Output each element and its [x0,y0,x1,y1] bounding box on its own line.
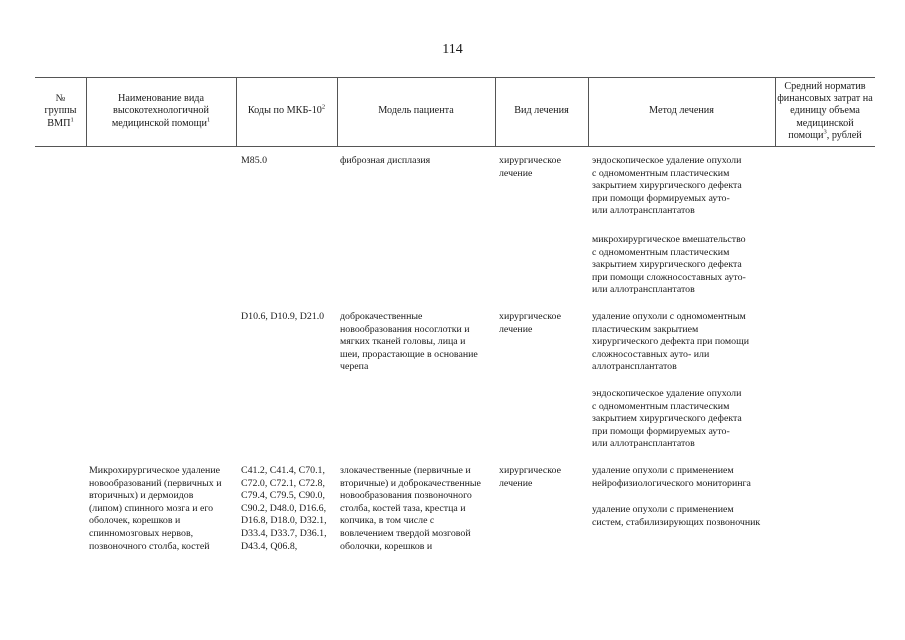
row3-treatment-type: хирургическое лечение [499,465,561,489]
row2-method-1: удаление опухоли с одномоментным пластическим закрытием хирургического дефекта при помощи сложносоставных ауто- или аллотрансплантатов [592,311,750,373]
row1-method-1: эндоскопическое удаление опухоли с одномоментным пластическим закрытием хирургического дефекта при помощи формируемых ауто- или аллотрансплантатов [592,155,742,217]
row3-method-2: удаление опухоли с применением систем, стабилизирующих позвоночник [592,504,761,528]
row3-patient-model: злокачественные (первичные и вторичные) и доброкачественные новообразования позвоночного столба, костей таза, крестца и копчика, в том числе с вовлечением твердой мозговой оболочки, корешков и [340,465,481,552]
row3-icd-codes: C41.2, C41.4, C70.1, C72.0, C72.1, C72.8, C79.4, C79.5, C90.0, C90.2, D48.0, D16.6, D16.8, D18.0, D32.1, D33.4, D33.7, D36.1, D43.4, Q06.8, [241,465,327,552]
header-treatment-type: Вид лечения [514,105,569,117]
row1-treatment-type: хирургическое лечение [499,155,561,179]
header-patient-model: Модель пациента [378,105,454,117]
header-vmp-name: Наименование вида высокотехнологичной медицинской помощи$^1$ [111,93,211,129]
row3-method-1: удаление опухоли с применением нейрофизиологического мониторинга [592,465,751,489]
row2-method-2: эндоскопическое удаление опухоли с одномоментным пластическим закрытием хирургического дефекта при помощи формируемых ауто- или аллотрансплантатов [592,388,742,450]
row1-icd-codes: M85.0 [241,155,268,166]
page-number: 114 [442,42,463,57]
header-treatment-method: Метод лечения [649,105,714,117]
row2-icd-codes: D10.6, D10.9, D21.0 [241,311,325,322]
row2-treatment-type: хирургическое лечение [499,311,561,335]
row3-vmp-name: Микрохирургическое удаление новообразований (первичных и вторичных) и дермоидов (липом) спинного мозга и его оболочек, корешков и спинномозговых нервов, позвоночного столба, костей [89,465,222,552]
row2-patient-model: доброкачественные новообразования носоглотки и мягких тканей головы, лица и шеи, прорастающие в основание черепа [340,311,478,373]
header-icd-codes: Коды по МКБ-$10^2$ [247,104,326,117]
header-group-number: № группы ВМП$^1$ [44,93,77,129]
row1-method-2: микрохирургическое вмешательство с одномоментным пластическим закрытием хирургического дефекта при помощи сложносоставных ауто- или аллотрансплантатов [592,234,746,296]
header-avg-cost: Средний норматив финансовых затрат на единицу объема медицинской помощи$^3$, рублей [777,80,873,141]
row1-patient-model: фиброзная дисплазия [340,155,431,166]
header-bottom-border [35,146,875,147]
